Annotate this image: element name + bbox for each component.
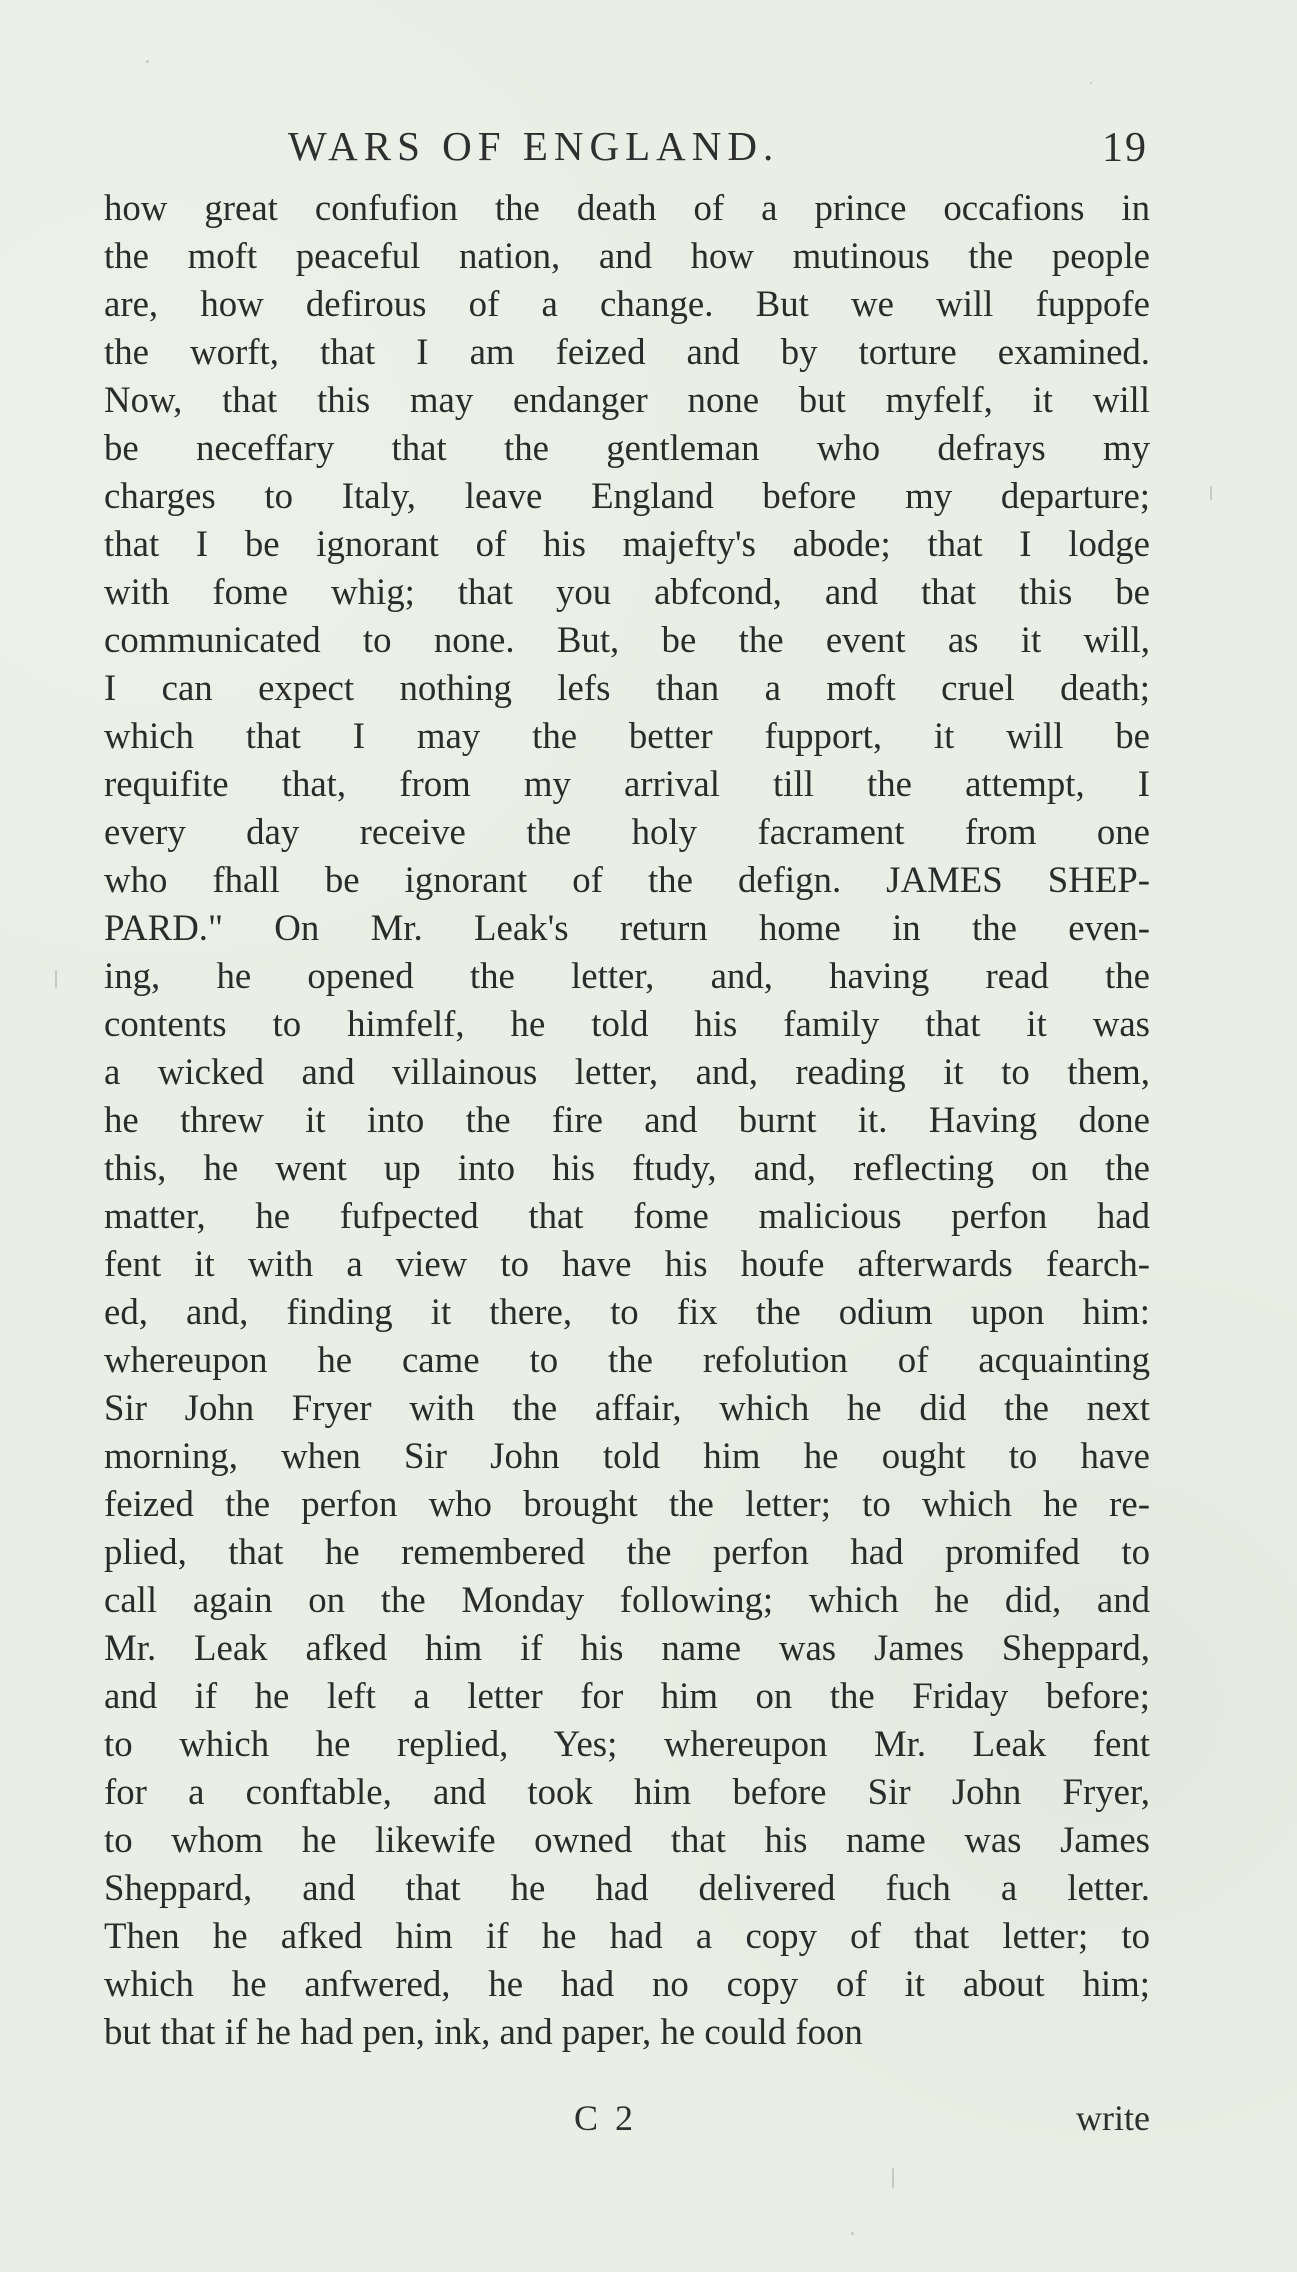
text-line: for a conftable, and took him before Sir John Fryer, xyxy=(104,1771,1150,1812)
page-number: 19 xyxy=(1102,125,1148,171)
text-line: and if he left a letter for him on the Friday before; xyxy=(104,1675,1150,1716)
text-line: matter, he fufpected that fome malicious perfon had xyxy=(104,1195,1150,1236)
text-line: ed, and, finding it there, to fix the odium upon him: xyxy=(104,1291,1150,1332)
text-line: contents to himfelf, he told his family that it was xyxy=(104,1003,1150,1044)
text-line: every day receive the holy facrament from one xyxy=(104,811,1150,852)
text-line: Now, that this may endanger none but myfelf, it will xyxy=(104,379,1150,420)
text-line: how great confufion the death of a prince occafions in xyxy=(104,187,1150,228)
text-line: Sheppard, and that he had delivered fuch a letter. xyxy=(104,1867,1150,1908)
text-line: he threw it into the fire and burnt it. Having done xyxy=(104,1099,1150,1140)
text-line: to which he replied, Yes; whereupon Mr. Leak fent xyxy=(104,1723,1150,1764)
text-line: which he anfwered, he had no copy of it about him; xyxy=(104,1963,1150,2004)
text-line: call again on the Monday following; which he did, and xyxy=(104,1579,1150,1620)
paper-speck xyxy=(146,60,149,63)
text-line: feized the perfon who brought the letter; to which he re- xyxy=(104,1483,1150,1524)
paper-speck xyxy=(892,2168,894,2188)
text-line: plied, that he remembered the perfon had promifed to xyxy=(104,1531,1150,1572)
text-line: communicated to none. But, be the event as it will, xyxy=(104,619,1150,660)
body-text xyxy=(104,184,1150,2056)
page-header xyxy=(288,122,1148,170)
text-line: whereupon he came to the refolution of acquainting xyxy=(104,1339,1150,1380)
paper-speck xyxy=(55,970,57,988)
text-line: Mr. Leak afked him if his name was James Sheppard, xyxy=(104,1627,1150,1668)
catchword: write xyxy=(1076,2098,1150,2138)
text-line: who fhall be ignorant of the defign. JAMES SHEP- xyxy=(104,859,1150,900)
paper-speck xyxy=(1210,486,1212,500)
text-line: PARD." On Mr. Leak's return home in the even- xyxy=(104,907,1150,948)
page-footer xyxy=(104,2094,1150,2144)
text-line: requifite that, from my arrival till the attempt, I xyxy=(104,763,1150,804)
text-line: but that if he had pen, ink, and paper, he could foon xyxy=(104,2011,863,2052)
text-line: are, how defirous of a change. But we will fuppofe xyxy=(104,283,1150,324)
text-line: which that I may the better fupport, it will be xyxy=(104,715,1150,756)
text-line: with fome whig; that you abfcond, and that this be xyxy=(104,571,1150,612)
text-line: ing, he opened the letter, and, having read the xyxy=(104,955,1150,996)
text-line: Then he afked him if he had a copy of that letter; to xyxy=(104,1915,1150,1956)
text-line: be neceffary that the gentleman who defrays my xyxy=(104,427,1150,468)
text-line: a wicked and villainous letter, and, reading it to them, xyxy=(104,1051,1150,1092)
text-line: charges to Italy, leave England before my departure; xyxy=(104,475,1150,516)
running-head: WARS OF ENGLAND. xyxy=(288,123,780,169)
paper-speck xyxy=(1090,82,1092,84)
signature-mark: C 2 xyxy=(574,2098,638,2138)
text-line: I can expect nothing lefs than a moft cruel death; xyxy=(104,667,1150,708)
text-line: to whom he likewife owned that his name was James xyxy=(104,1819,1150,1860)
text-line: this, he went up into his ftudy, and, reflecting on the xyxy=(104,1147,1150,1188)
text-line: Sir John Fryer with the affair, which he did the next xyxy=(104,1387,1150,1428)
paper-speck xyxy=(851,2232,854,2235)
text-line: the worft, that I am feized and by torture examined. xyxy=(104,331,1150,372)
text-line: the moft peaceful nation, and how mutinous the people xyxy=(104,235,1150,276)
text-line: morning, when Sir John told him he ought to have xyxy=(104,1435,1150,1476)
text-line: that I be ignorant of his majefty's abode; that I lodge xyxy=(104,523,1150,564)
text-line: fent it with a view to have his houfe afterwards fearch- xyxy=(104,1243,1150,1284)
